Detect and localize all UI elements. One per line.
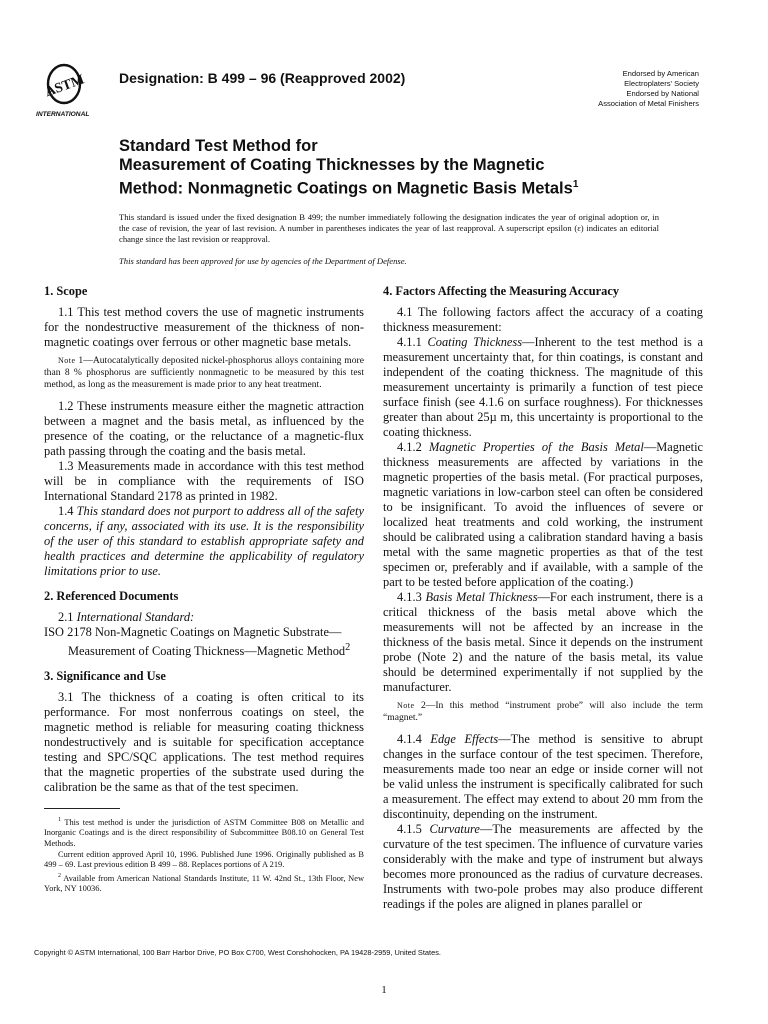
title-line: Measurement of Coating Thicknesses by the Magnetic	[119, 156, 545, 174]
section-heading-significance: 3. Significance and Use	[44, 669, 166, 684]
paragraph: 4.1.4 Edge Effects—The method is sensitive to abrupt changes in the surface contour of the test specimen. Therefore, measurements made too near an edge or inside corner will not be valid unless the instrument is specifically calibrated for such a measurement. The effect may extend to about 20 mm from the discontinuity, depending on the instrument.	[383, 732, 703, 821]
endorsement-line: Endorsed by American	[622, 69, 699, 78]
copyright-line: Copyright © ASTM International, 100 Barr Harbor Drive, PO Box C700, West Conshohocken, PA 19428-2959, United States.	[34, 948, 441, 957]
paragraph: 1.3 Measurements made in accordance with this test method will be in compliance with the requirements of ISO International Standard 2178 as printed in 1982.	[44, 459, 364, 503]
footnote: $^1$ This test method is under the jurisdiction of ASTM Committee B08 on Metallic and Inorganic Coatings and is the direct responsibility of Subcommittee B08.10 on General Test Methods.	[44, 817, 364, 848]
designation: Designation: B 499 – 96 (Reapproved 2002)	[119, 70, 406, 86]
paragraph: 4.1.2 Magnetic Properties of the Basis Metal—Magnetic thickness measurements are affected by variations in the magnetic properties of the basis metal. (For practical purposes, magnetic variations in low-carbon steel can often be considered to be insignificant. To avoid the influences of severe or localized heat treatments and cold working, the instrument should be calibrated using a calibration standard having a basis metal with the same magnetic properties as that of the test specimen or, preferably and if available, with a sample of the part to be tested before application of the coating.)	[383, 440, 704, 589]
standard-notice: This standard is issued under the fixed designation B 499; the number immediately following the designation indicates the year of original adoption or, in the case of revision, the year of last revision. A number in parentheses indicates the year of last reapproval. A superscript epsilon (ε) indicates an editorial change since the last revision or reapproval.	[119, 212, 659, 244]
document-title	[119, 137, 679, 199]
footnote: $^2$ Available from American National Standards Institute, 11 W. 42nd St., 13th Floor, New York, NY 10036.	[44, 872, 364, 894]
paragraph: 2.1 International Standard:	[58, 610, 195, 624]
paragraph: 1.2 These instruments measure either the magnetic attraction between a magnet and the basis metal, as influenced by the presence of the coating, or the reluctance of a magnetic-flux path passing through the coating and the basis metal.	[44, 399, 364, 458]
svg-text:ASTM: ASTM	[43, 72, 87, 101]
section-heading-scope: 1. Scope	[44, 284, 88, 298]
paragraph: 4.1.1 Coating Thickness—Inherent to the test method is a measurement uncertainty that, for thin coatings, is constant and independent of the coating thickness. The magnitude of this measurement uncertainty is primarily a function of test piece surface finish (see 4.1.6 on surface roughness). For thicknesses greater than about 25µ m, this uncertainty is proportional to the coating thickness.	[383, 335, 703, 439]
right-column	[383, 284, 703, 912]
title-line: Method: Nonmagnetic Coatings on Magnetic Basis Metals$^1$	[119, 179, 579, 198]
title-footnote-mark: 1	[572, 179, 579, 190]
paragraph: 1.4 This standard does not purport to address all of the safety concerns, if any, associated with its use. It is the responsibility of the user of this standard to establish appropriate safety and health practices and determine the applicability of regulatory limitations prior to use.	[44, 504, 364, 578]
dod-approval: This standard has been approved for use by agencies of the Department of Defense.	[119, 256, 407, 266]
svg-text:INTERNATIONAL: INTERNATIONAL	[36, 111, 90, 118]
iso-reference: ISO 2178 Non-Magnetic Coatings on Magnetic Substrate— Measurement of Coating Thickness—Magnetic Method$^2$	[44, 625, 351, 659]
section-heading-referenced-documents: 2. Referenced Documents	[44, 589, 179, 603]
title-line: Standard Test Method for	[119, 137, 318, 155]
paragraph: 4.1.5 Curvature—The measurements are affected by the curvature of the test specimen. The influence of curvature varies considerably with the make and type of instrument but always becomes more pronounced as the radius of curvature decreases. Instruments with two-pole probes may also produce different readings if the poles are aligned in planes parallel or	[383, 822, 703, 911]
footnote-divider	[44, 808, 120, 809]
endorsement-block	[509, 69, 699, 109]
endorsement-line: Endorsed by National	[626, 89, 699, 98]
page-number: 1	[381, 984, 387, 996]
left-column	[44, 284, 364, 795]
note-1: Note 1—Autocatalytically deposited nickel-phosphorus alloys containing more than 8 % phosphorus are sufficiently nonmagnetic to be measured by this test method, as long as the measurement is made prior to any heat treatment.	[44, 355, 364, 390]
footnote: Current edition approved April 10, 1996. Published June 1996. Originally published as B 499 – 69. Last previous edition B 499 – 88. Replaces portions of A 219.	[44, 849, 364, 870]
paragraph: 3.1 The thickness of a coating is often critical to its performance. For most nonferrous coatings on steel, the magnetic method is reliable for measuring coating thickness nondestructively and is suitable for specification acceptance testing and SPC/SQC applications. The test method requires that the magnetic properties of the substrate used during the calibration be the same as that of the test specimen.	[44, 690, 364, 795]
endorsement-line: Association of Metal Finishers	[598, 99, 699, 108]
endorsement-line: Electroplaters' Society	[624, 79, 699, 88]
footnotes	[44, 815, 364, 895]
paragraph: 4.1.3 Basis Metal Thickness—For each instrument, there is a critical thickness of the basis metal above which the measurements will not be affected by an increase in the thickness of the basis metal. Since it depends on the instrument probe (Note 2) and the nature of the basis metal, its value should be determined experimentally if not supplied by the manufacturer.	[383, 590, 703, 694]
note-2: Note 2—In this method “instrument probe” will also include the term “magnet.”	[383, 700, 703, 723]
paragraph: 1.1 This test method covers the use of magnetic instruments for the nondestructive measurement of the thickness of non-magnetic coatings over ferrous or other magnetic base metals.	[44, 305, 364, 349]
astm-logo	[34, 62, 110, 120]
section-heading-factors: 4. Factors Affecting the Measuring Accuracy	[383, 284, 620, 298]
paragraph: 4.1 The following factors affect the accuracy of a coating thickness measurement:	[383, 305, 703, 334]
